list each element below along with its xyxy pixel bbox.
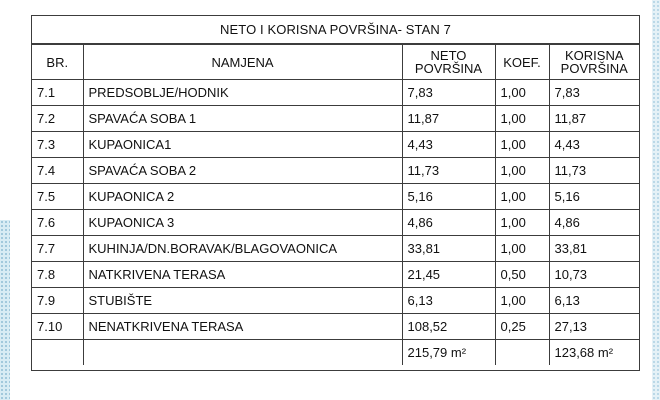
table-row	[32, 262, 639, 288]
table-row	[32, 210, 639, 236]
header-korisna-line1: KORISNA	[564, 48, 624, 63]
cell-br: 7.2	[32, 106, 83, 132]
cell-namjena: NENATKRIVENA TERASA	[83, 314, 402, 340]
header-korisna	[549, 45, 639, 80]
cell-korisna: 33,81	[549, 236, 639, 262]
cell-koef: 1,00	[495, 80, 549, 106]
cell-namjena: KUPAONICA 3	[83, 210, 402, 236]
cell-neto: 21,45	[402, 262, 495, 288]
cell-neto: 7,83	[402, 80, 495, 106]
cell-korisna: 4,43	[549, 132, 639, 158]
cell-koef: 1,00	[495, 184, 549, 210]
cell-koef: 1,00	[495, 158, 549, 184]
cell-neto: 11,73	[402, 158, 495, 184]
cell-namjena: KUPAONICA 2	[83, 184, 402, 210]
header-korisna-line2: POVRŠINA	[560, 61, 628, 76]
header-neto-line2: POVRŠINA	[414, 61, 483, 76]
cell-neto: 4,43	[402, 132, 495, 158]
totals-row	[32, 340, 639, 366]
header-row	[32, 45, 639, 80]
cell-br: 7.10	[32, 314, 83, 340]
cell-namjena: PREDSOBLJE/HODNIK	[83, 80, 402, 106]
cell-namjena: KUPAONICA1	[83, 132, 402, 158]
cell-neto: 108,52	[402, 314, 495, 340]
cell-koef: 1,00	[495, 210, 549, 236]
total-neto: 215,79 m²	[402, 340, 495, 366]
table-row	[32, 184, 639, 210]
cell-br: 7.6	[32, 210, 83, 236]
area-grid	[32, 44, 639, 365]
cell-br: 7.1	[32, 80, 83, 106]
cell-br: 7.3	[32, 132, 83, 158]
cell-koef: 1,00	[495, 106, 549, 132]
header-neto	[402, 45, 495, 80]
cell-korisna: 7,83	[549, 80, 639, 106]
table-row	[32, 288, 639, 314]
cell-namjena: KUHINJA/DN.BORAVAK/BLAGOVAONICA	[83, 236, 402, 262]
totals-namjena-empty	[83, 340, 402, 366]
cell-br: 7.5	[32, 184, 83, 210]
cell-neto: 5,16	[402, 184, 495, 210]
cell-korisna: 6,13	[549, 288, 639, 314]
cell-br: 7.9	[32, 288, 83, 314]
cell-korisna: 27,13	[549, 314, 639, 340]
cell-korisna: 5,16	[549, 184, 639, 210]
total-korisna: 123,68 m²	[549, 340, 639, 366]
header-koef: KOEF.	[495, 45, 549, 80]
header-neto-line1: NETO	[430, 48, 467, 63]
totals-br-empty	[32, 340, 83, 366]
cell-br: 7.7	[32, 236, 83, 262]
cell-koef: 1,00	[495, 132, 549, 158]
cell-neto: 4,86	[402, 210, 495, 236]
cell-neto: 33,81	[402, 236, 495, 262]
cell-neto: 11,87	[402, 106, 495, 132]
cell-koef: 1,00	[495, 288, 549, 314]
totals-koef-empty	[495, 340, 549, 366]
cell-korisna: 10,73	[549, 262, 639, 288]
left-edge-background	[0, 220, 10, 400]
area-table	[31, 15, 640, 371]
right-edge-background	[652, 0, 660, 400]
cell-br: 7.8	[32, 262, 83, 288]
cell-korisna: 11,87	[549, 106, 639, 132]
cell-namjena: SPAVAĆA SOBA 2	[83, 158, 402, 184]
cell-namjena: STUBIŠTE	[83, 288, 402, 314]
table-row	[32, 132, 639, 158]
cell-koef: 0,50	[495, 262, 549, 288]
cell-br: 7.4	[32, 158, 83, 184]
cell-koef: 1,00	[495, 236, 549, 262]
cell-korisna: 4,86	[549, 210, 639, 236]
table-row	[32, 106, 639, 132]
cell-neto: 6,13	[402, 288, 495, 314]
cell-namjena: NATKRIVENA TERASA	[83, 262, 402, 288]
table-row	[32, 236, 639, 262]
header-br: BR.	[32, 45, 83, 80]
cell-korisna: 11,73	[549, 158, 639, 184]
table-row	[32, 158, 639, 184]
header-namjena: NAMJENA	[83, 45, 402, 80]
table-title: NETO I KORISNA POVRŠINA- STAN 7	[32, 16, 639, 44]
table-row	[32, 314, 639, 340]
cell-namjena: SPAVAĆA SOBA 1	[83, 106, 402, 132]
table-row	[32, 80, 639, 106]
cell-koef: 0,25	[495, 314, 549, 340]
